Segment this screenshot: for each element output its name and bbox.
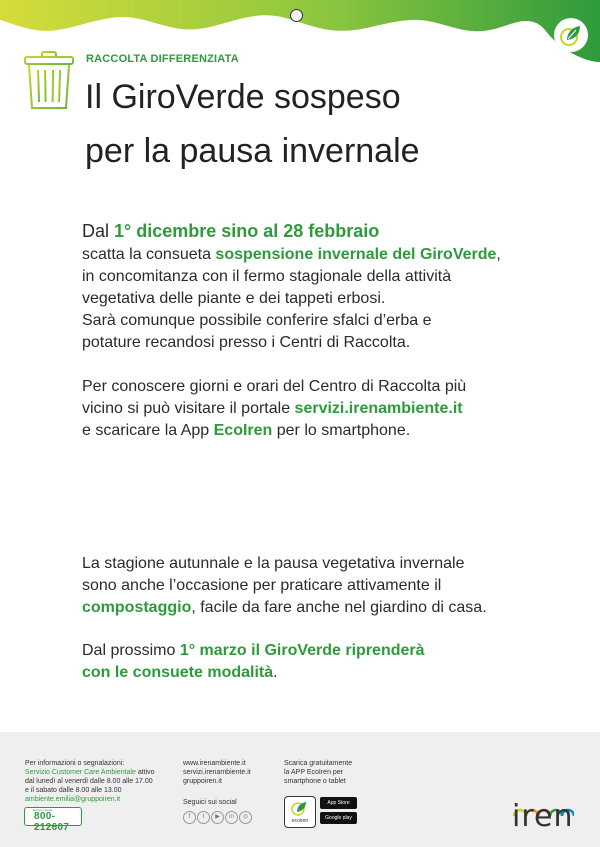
portal-link[interactable]: servizi.irenambiente.it — [294, 400, 463, 417]
text: La stagione autunnale e la pausa vegetativa invernale — [82, 555, 465, 572]
text: la APP EcoIren per — [284, 769, 344, 776]
instagram-icon[interactable]: ◎ — [239, 811, 252, 824]
contact-info — [25, 759, 175, 804]
text: , — [496, 246, 501, 263]
text: Dal — [82, 221, 115, 241]
text: vegetativa delle piante e dei tappeti erbosi. — [82, 290, 386, 307]
highlight-compost: compostaggio — [82, 599, 192, 616]
text: e scaricare la App — [82, 422, 214, 439]
text: . — [273, 664, 278, 681]
text: in concomitanza con il fermo stagionale della attività — [82, 268, 452, 285]
paragraph-resume — [82, 640, 582, 684]
portal-link[interactable]: servizi.irenambiente.it — [183, 769, 251, 776]
text: Per conoscere giorni e orari del Centro di Raccolta più — [82, 378, 467, 395]
phone-badge[interactable] — [24, 807, 82, 833]
app-name: EcoIren — [213, 422, 273, 439]
text: potature recandosi presso i Centri di Raccolta. — [82, 334, 411, 351]
website-link[interactable]: www.irenambiente.it — [183, 760, 246, 767]
social-label: Seguici sui social — [183, 799, 237, 806]
page-title — [85, 70, 420, 178]
google-play-badge[interactable]: Google play — [320, 812, 357, 824]
title-line-1: Il GiroVerde sospeso — [85, 78, 401, 116]
facebook-icon[interactable]: f — [183, 811, 196, 824]
phone-number: 800-212607 — [34, 811, 70, 833]
text: Scarica gratuitamente — [284, 760, 353, 767]
title-line-2: per la pausa invernale — [85, 132, 420, 170]
text: sono anche l’occasione per praticare attivamente il — [82, 577, 442, 594]
text: Sarà comunque possibile conferire sfalci d’erba e — [82, 312, 432, 329]
paragraph-compost — [82, 553, 582, 619]
highlight-dates: 1° dicembre sino al 28 febbraio — [114, 221, 380, 241]
twitter-icon[interactable]: t — [197, 811, 210, 824]
app-info — [284, 759, 352, 786]
punch-hole — [290, 9, 303, 22]
text: vicino si può visitare il portale — [82, 400, 295, 417]
web-links — [183, 759, 251, 786]
group-link[interactable]: gruppoiren.it — [183, 778, 222, 785]
iren-logo: iren — [512, 799, 574, 834]
category-label: RACCOLTA DIFFERENZIATA — [86, 53, 239, 65]
text: e il sabato dalle 8.00 alle 13.00 — [25, 787, 122, 794]
paragraph-suspension — [82, 220, 582, 354]
youtube-icon[interactable]: ▶ — [211, 811, 224, 824]
customer-care-label: Servizio Customer Care Ambientale — [25, 769, 136, 776]
leaf-icon — [554, 18, 588, 52]
text: Per informazioni o segnalazioni: — [25, 760, 125, 767]
email-link[interactable]: ambiente.emilia@gruppoiren.it — [25, 796, 121, 803]
ecoiren-leaf-icon — [285, 797, 315, 819]
text: per lo smartphone. — [272, 422, 411, 439]
text: dal lunedì al venerdì dalle 8.00 alle 17.00 — [25, 778, 153, 785]
app-store-badge[interactable]: App Store — [320, 797, 357, 809]
paragraph-info — [82, 376, 582, 442]
text: , facile da fare anche nel giardino di casa. — [191, 599, 487, 616]
text: smartphone o tablet — [284, 778, 346, 785]
ecoiren-app-icon[interactable] — [284, 796, 316, 828]
linkedin-icon[interactable]: in — [225, 811, 238, 824]
text: scatta la consueta — [82, 246, 216, 263]
highlight-suspension: sospensione invernale del GiroVerde — [215, 246, 497, 263]
phone-label: Numero Verde — [33, 808, 53, 812]
ecoiren-label: ecoiren — [291, 818, 309, 824]
text: attivo — [135, 769, 155, 776]
highlight-resume: 1° marzo il GiroVerde riprenderà — [179, 642, 425, 659]
highlight-modalities: con le consuete modalità — [82, 664, 274, 681]
recycle-bin-icon — [22, 50, 76, 112]
text: Dal prossimo — [82, 642, 180, 659]
